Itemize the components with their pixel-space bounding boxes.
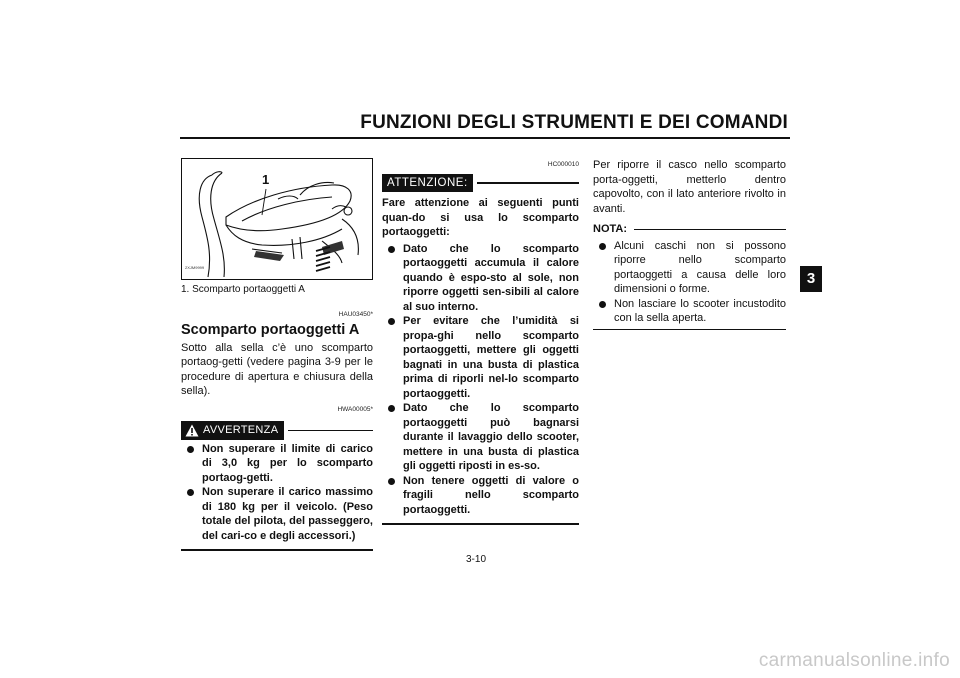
figure-caption: 1. Scomparto portaoggetti A bbox=[181, 284, 305, 295]
list-item: Non superare il limite di carico di 3,0 kg per lo scomparto portaog-getti. bbox=[181, 442, 373, 486]
warning-header-rule bbox=[288, 430, 373, 432]
figure-code: 2XJM9999 bbox=[185, 264, 205, 270]
attention-header-rule bbox=[477, 182, 579, 184]
warning-label: AVVERTENZA bbox=[203, 424, 279, 436]
list-item: Non lasciare lo scooter incustodito con la sella aperta. bbox=[593, 297, 786, 326]
attention-intro: Fare attenzione ai seguenti punti quan-do si usa lo scomparto portaoggetti: bbox=[382, 197, 579, 238]
page-header-title: FUNZIONI DEGLI STRUMENTI E DEI COMANDI bbox=[360, 112, 788, 133]
list-item: Alcuni caschi non si possono riporre nello scomparto portaoggetti a causa delle loro dimensioni o forme. bbox=[593, 239, 786, 297]
attention-header bbox=[382, 174, 579, 193]
helmet-instructions: Per riporre il casco nello scomparto porta-oggetti, metterlo dentro capovolto, con il lato anteriore rivolto in avanti. bbox=[593, 159, 786, 215]
warning-triangle-icon bbox=[185, 424, 199, 437]
note-header-rule bbox=[634, 229, 786, 230]
page-number: 3-10 bbox=[466, 554, 487, 565]
note-list bbox=[593, 239, 786, 326]
chapter-tab: 3 bbox=[800, 266, 822, 292]
figure-callout-number: 1 bbox=[262, 172, 270, 187]
list-item: Non tenere oggetti di valore o fragili nello scomparto portaoggetti. bbox=[382, 474, 579, 518]
section-title: Scomparto portaoggetti A bbox=[181, 322, 360, 338]
note-end-rule bbox=[593, 329, 786, 330]
list-item: Non superare il carico massimo di 180 kg per il veicolo. (Peso totale del pilota, del passeggero, del cari-co e degli accessori.) bbox=[181, 485, 373, 543]
attention-end-rule bbox=[382, 523, 579, 525]
scooter-seat-illustration bbox=[182, 159, 372, 279]
list-item: Dato che lo scomparto portaoggetti può bagnarsi durante il lavaggio dello scooter, mettere in una busta di plastica gli oggetti riposti in es-so. bbox=[382, 401, 579, 474]
header-rule bbox=[180, 137, 790, 139]
warning-reference-code: HWA00005* bbox=[337, 405, 373, 413]
note-header bbox=[593, 222, 786, 237]
warning-end-rule bbox=[181, 549, 373, 551]
warning-badge bbox=[181, 421, 284, 440]
attention-label: ATTENZIONE: bbox=[382, 174, 473, 193]
column-middle bbox=[382, 158, 579, 525]
column-left bbox=[181, 158, 373, 551]
attention-list bbox=[382, 242, 579, 518]
list-item: Dato che lo scomparto portaoggetti accumula il calore quando è espo-sto al sole, non riporre oggetti sen-sibili al calore al suo interno. bbox=[382, 242, 579, 315]
list-item: Per evitare che l’umidità si propa-ghi nello scomparto portaoggetti, mettere gli oggetti bagnati in una busta di plastica prima di riporli nel-lo scomparto portaoggetti. bbox=[382, 314, 579, 401]
section-body: Sotto alla sella c’è uno scomparto portaog-getti (vedere pagina 3-9 per le procedure di apertura e chiusura della sella). bbox=[181, 341, 373, 397]
storage-compartment-figure bbox=[181, 158, 373, 280]
warning-list bbox=[181, 442, 373, 544]
attention-reference-code: HC000010 bbox=[547, 161, 579, 168]
warning-header bbox=[181, 421, 373, 440]
column-right bbox=[593, 158, 786, 330]
site-watermark: carmanualsonline.info bbox=[758, 650, 950, 671]
section-reference-code: HAU03450* bbox=[338, 310, 373, 318]
note-label: NOTA: bbox=[593, 223, 628, 235]
